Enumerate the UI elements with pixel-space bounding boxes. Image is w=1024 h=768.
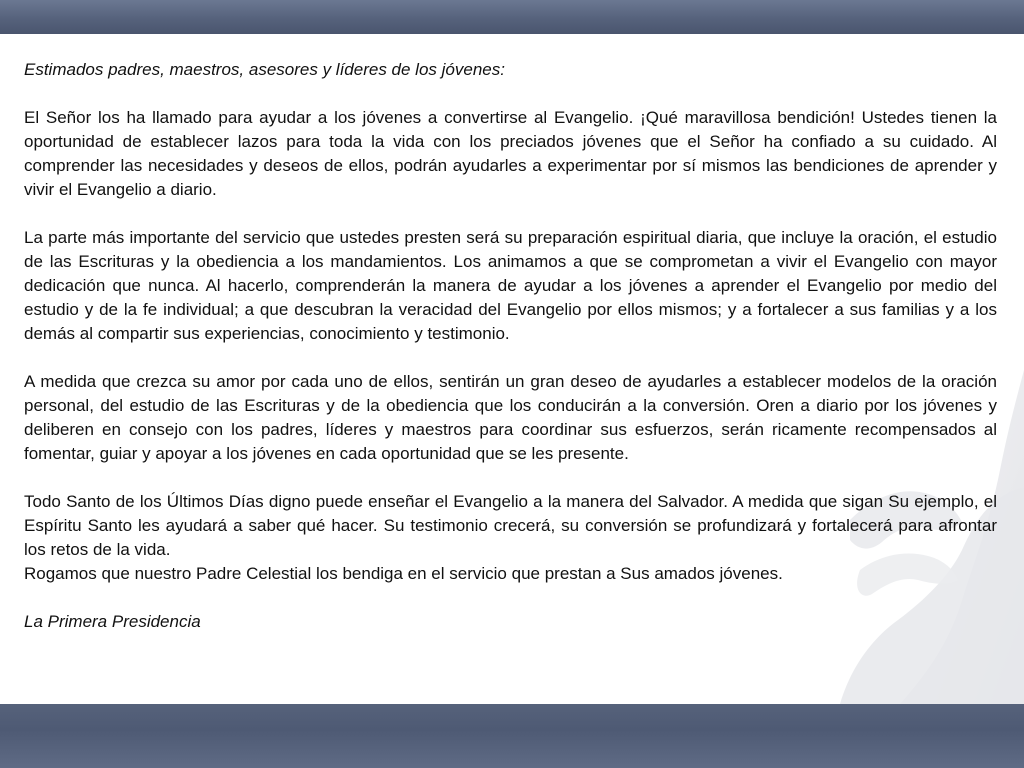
letter-paragraph: La parte más importante del servicio que ustedes presten será su preparación espiritual diaria, que incluye la oración, el estudio de las Escrituras y la obediencia a los mandamientos. Los animamos a que se comprometan a vivir el Evangelio con mayor dedicación que nunca. Al hacerlo, comprenderán la manera de ayudar a los jóvenes a aprender el Evangelio por medio del estudio y de la fe individual; a que descubran la veracidad del Evangelio por ellos mismos; y a fortalecer a sus familias y a los demás al compartir sus experiencias, conocimiento y testimonio. [24,228,997,343]
letter-body [24,58,997,634]
letter-salutation: Estimados padres, maestros, asesores y líderes de los jóvenes: [24,60,505,79]
bottom-banner [0,704,1024,768]
letter-paragraph: El Señor los ha llamado para ayudar a los jóvenes a convertirse al Evangelio. ¡Qué maravillosa bendición! Ustedes tienen la oportunidad de establecer lazos para toda la vida con los preciados jóvenes que el Señor ha confiado a su cuidado. Al comprender las necesidades y deseos de ellos, podrán ayudarles a experimentar por sí mismos las bendiciones de aprender y vivir el Evangelio a diario. [24,108,997,199]
letter-signature: La Primera Presidencia [24,612,201,631]
letter-closing: Rogamos que nuestro Padre Celestial los bendiga en el servicio que prestan a Sus amados jóvenes. [24,564,783,583]
top-banner [0,0,1024,34]
letter-paragraph: A medida que crezca su amor por cada uno de ellos, sentirán un gran deseo de ayudarles a establecer modelos de la oración personal, del estudio de las Escrituras y de la obediencia que los conducirán a la conversión. Oren a diario por los jóvenes y deliberen en consejo con los padres, líderes y maestros para coordinar sus esfuerzos, serán ricamente recompensados al fomentar, guiar y apoyar a los jóvenes en cada oportunidad que se les presente. [24,372,997,463]
letter-paragraph: Todo Santo de los Últimos Días digno puede enseñar el Evangelio a la manera del Salvador. A medida que sigan Su ejemplo, el Espíritu Santo les ayudará a saber qué hacer. Su testimonio crecerá, su conversión se profundizará y fortalecerá para afrontar los retos de la vida. [24,492,997,559]
